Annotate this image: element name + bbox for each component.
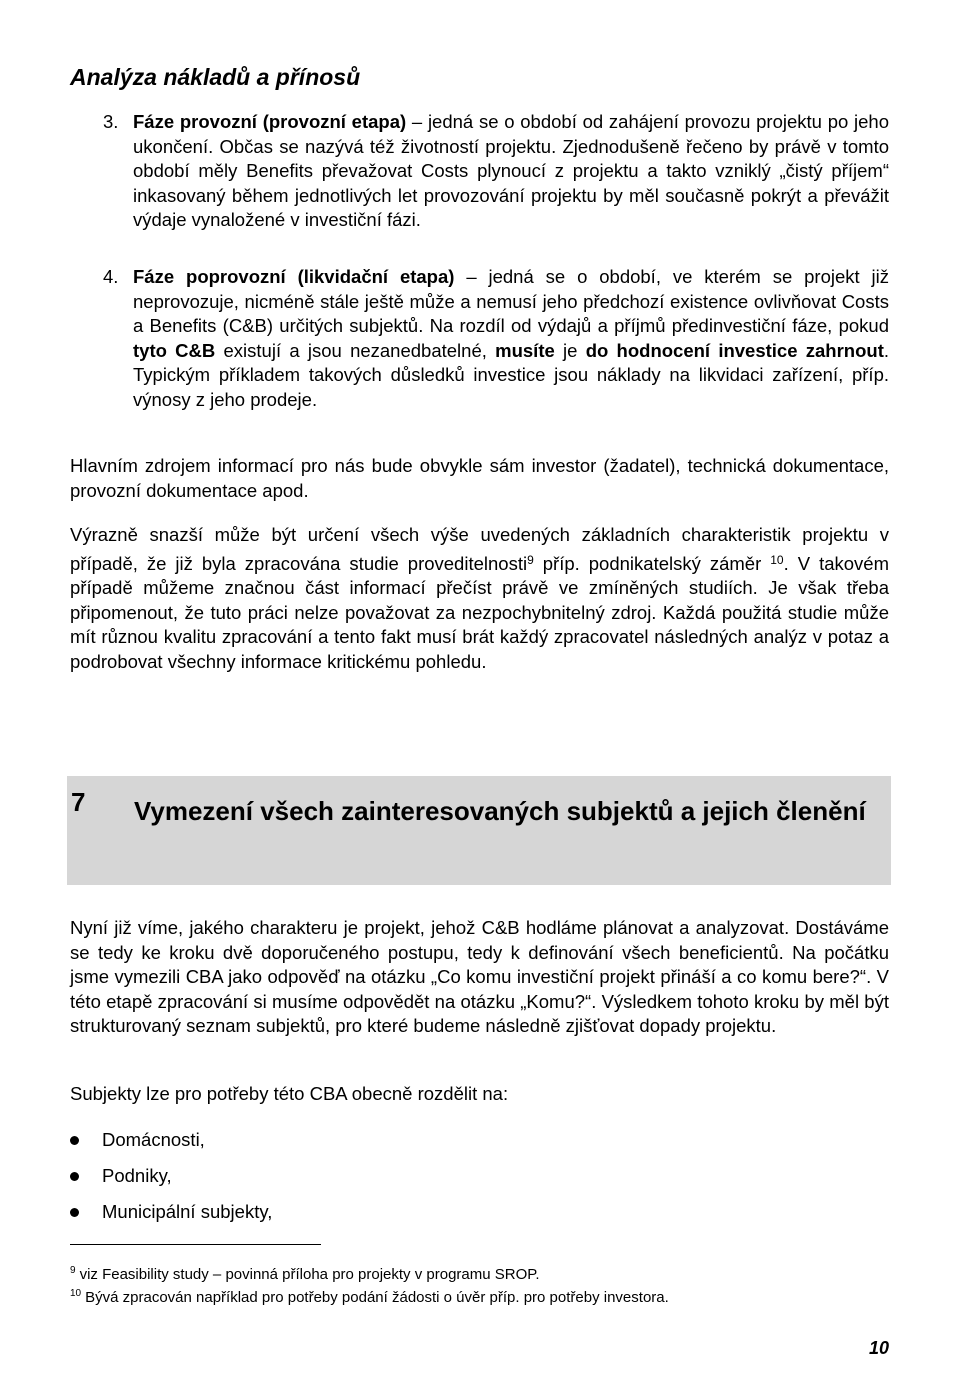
item-text: existují a jsou nezanedbatelné, [215,339,496,361]
footnote-separator [70,1244,321,1245]
bullet-icon [70,1136,79,1145]
footnote-9 [70,1265,540,1283]
list-item-phase-4 [103,265,889,412]
footnote-ref: 10 [770,552,784,567]
list-item-text: Podniky, [102,1165,172,1186]
item-text: je [554,339,586,361]
item-body [103,265,889,412]
section-number: 7 [71,787,86,817]
running-header: Analýza nákladů a přínosů [70,64,361,90]
section-heading [67,776,891,885]
list-item-text: Municipální subjekty, [102,1201,273,1222]
item-bold-lead: Fáze provozní (provozní etapa) [133,111,407,132]
paragraph-text: příp. podnikatelský záměr [533,552,762,574]
paragraph-text: Výrazně snazší může být určení všech výše uvedených základních charakteristik projektu v případě, že již byla zpracována studie proveditelnosti [70,524,889,574]
paragraph-sources: Hlavním zdrojem informací pro nás bude obvykle sám investor (žadatel), technická dokumentace, provozní dokumentace apod. [70,455,889,501]
section-title: Vymezení všech zainteresovaných subjektů a jejich členění [134,796,866,826]
footnote-text: Bývá zpracován například pro potřeby podání žádosti o úvěr příp. pro potřeby investora. [85,1289,669,1306]
paragraph-feasibility [70,523,889,674]
item-number: 4. [103,266,119,287]
item-bold-lead: Fáze poprovozní (likvidační etapa) [133,266,455,287]
footnote-ref: 9 [527,552,534,567]
bullet-icon [70,1208,79,1217]
item-text: . Typickým příkladem takových důsledků investice jsou náklady na likvidaci zařízení, příp. výnosy z jeho prodeje. [133,339,889,410]
item-body [103,110,889,233]
item-text: – jedná se o období od zahájení provozu projektu po jeho ukončení. Občas se nazývá též životností projektu. Zjednodušeně řečeno by právě v tomto období měly Benefits převažovat Costs plynoucí z projektu a takto vzniklý „čistý příjem“ inkasovaný během jednotlivých let provozování projektu by měl současně pokrýt a převážit výdaje vynaložené v investiční fázi. [133,111,890,230]
bullet-icon [70,1172,79,1181]
page-number: 10 [868,1338,889,1358]
list-item-text: Domácnosti, [102,1129,205,1150]
paragraph-subjects-intro: Subjekty lze pro potřeby této CBA obecně rozdělit na: [70,1083,509,1104]
paragraph-beneficiaries: Nyní již víme, jakého charakteru je projekt, jehož C&B hodláme plánovat a analyzovat. Dostáváme se tedy ke kroku dvě doporučeného postupu, tedy k definování všech beneficientů. Na počátku jsme vymezili CBA jako odpověď na otázku „Co komu investiční projekt přináší a co komu bere?“. V této etapě zpracování si musíme odpovědět na otázku „Komu?“. Výsledkem tohoto kroku by měl být strukturovaný seznam subjektů, pro které budeme následně zjišťovat dopady projektu. [70,917,889,1036]
footnote-text: viz Feasibility study – povinná příloha pro projekty v programu SROP. [79,1266,540,1283]
list-item-phase-3 [103,110,889,233]
item-text: – jedná se o období, ve kterém se projekt již neprovozuje, nicméně stále ještě může a nemusí jeho předchozí existence ovlivňovat Costs a Benefits (C&B) určitých subjektů. Na rozdíl od výdajů a příjmů předinvestiční fáze, pokud [133,266,889,336]
footnote-10 [70,1288,669,1306]
footnote-mark: 9 [70,1265,76,1276]
item-bold: do hodnocení investice zahrnout [585,339,884,361]
item-number: 3. [103,111,119,132]
paragraph-text: . V takovém případě můžeme značnou část informací přečíst právě ve zmíněných studiích. Je však třeba připomenout, že tuto práci nelze považovat za nezpochybnitelný zdroj. Každá použitá studie může mít různou kvalitu zpracování a tento fakt musí brát každý zpracovatel následných analýz v potaz a podrobovat všechny informace kritickému pohledu. [70,552,889,672]
item-bold: musíte [495,339,555,361]
item-bold: tyto C&B [133,339,216,361]
footnote-mark: 10 [70,1288,82,1299]
